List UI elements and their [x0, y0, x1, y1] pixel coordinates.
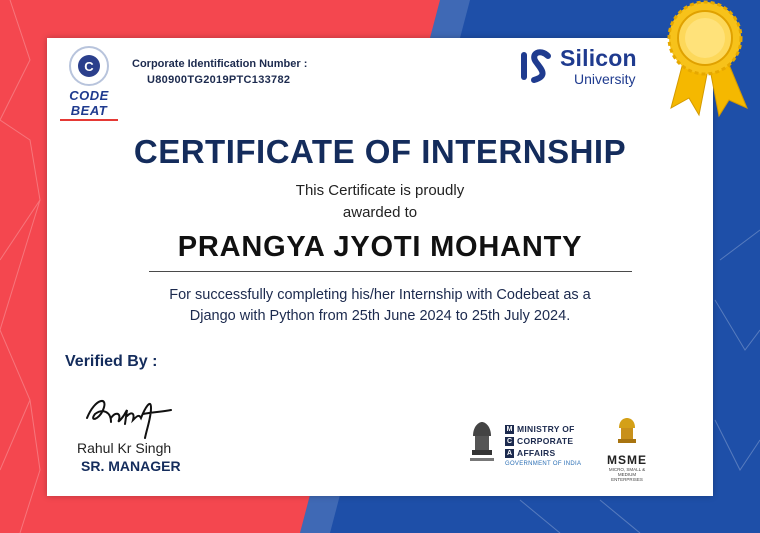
recipient-name: PRANGYA JYOTI MOHANTY — [177, 231, 583, 263]
signer-role: SR. MANAGER — [81, 458, 181, 474]
cin-value: U80900TG2019PTC133782 — [147, 74, 291, 86]
name-underline — [149, 271, 632, 272]
signer-name: Rahul Kr Singh — [77, 440, 172, 456]
national-emblem-icon — [467, 418, 497, 466]
verified-by-heading: Verified By : — [65, 353, 158, 370]
cin-label: Corporate Identification Number : — [132, 58, 308, 70]
signature-image — [81, 388, 181, 443]
award-rosette-icon — [663, 0, 760, 120]
silicon-logo-icon — [518, 46, 554, 86]
msme-emblem-icon — [614, 416, 640, 446]
certificate-body: For successfully completing his/her Internship with Codebeat as a Django with Python from 25th June 2024 to 25th July 2024. — [169, 287, 591, 324]
certificate-card — [47, 38, 713, 496]
codebeat-logo — [57, 46, 121, 121]
silicon-university-logo — [518, 46, 637, 86]
silicon-sub: University — [574, 70, 636, 87]
certificate-subtitle: This Certificate is proudly awarded to — [295, 182, 465, 221]
codebeat-logo-text: CODE BEAT — [69, 88, 109, 118]
msme-logo: MSME MICRO, SMALL & MEDIUM ENTERPRISES — [603, 416, 651, 482]
silicon-name: Silicon — [560, 44, 637, 71]
codebeat-ring-icon: C — [69, 46, 109, 86]
mca-logo: M MINISTRY OF C CORPORATE A AFFAIRS GOVERNMENT OF INDIA — [505, 424, 582, 467]
certificate-title: CERTIFICATE OF INTERNSHIP — [133, 133, 627, 170]
